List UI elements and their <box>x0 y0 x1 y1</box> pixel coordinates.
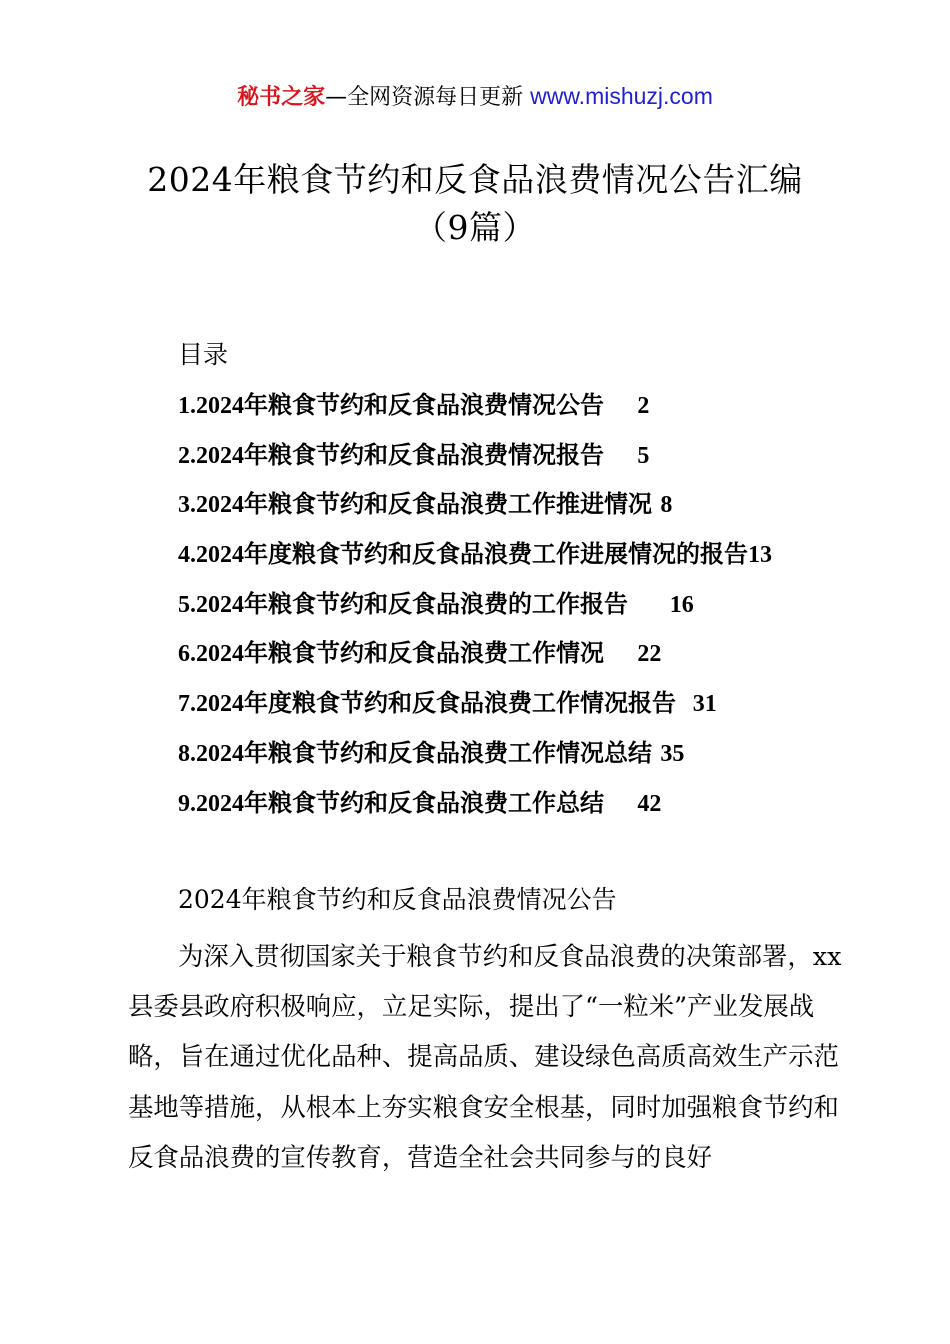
site-url-link[interactable]: www.mishuzj.com <box>530 83 713 109</box>
toc-item-title: 年度粮食节约和反食品浪费工作情况报告 <box>244 688 676 718</box>
toc-item-title: 年粮食节约和反食品浪费情况报告 <box>244 439 604 469</box>
toc-item-number: 2.2024 <box>178 442 244 469</box>
toc-item-page: 16 <box>669 591 694 618</box>
toc-item-page: 2 <box>637 393 650 419</box>
toc-item-number: 9.2024 <box>178 790 244 817</box>
toc-item-7[interactable] <box>178 685 772 735</box>
toc-item-spacer <box>604 440 637 469</box>
toc-item-number: 1.2024 <box>178 393 244 419</box>
toc-item-title: 年粮食节约和反食品浪费工作情况总结 <box>244 737 652 767</box>
toc-item-number: 6.2024 <box>178 641 244 668</box>
header-tagline: —全网资源每日更新 <box>325 85 531 110</box>
toc-item-number: 3.2024 <box>178 492 244 519</box>
toc-item-title: 年粮食节约和反食品浪费的工作报告 <box>244 588 628 618</box>
toc-item-number: 8.2024 <box>178 740 244 767</box>
toc-item-5[interactable] <box>178 586 772 636</box>
toc-item-spacer <box>604 788 637 817</box>
toc-item-9[interactable] <box>178 785 772 835</box>
body-paragraph: 为深入贯彻国家关于粮食节约和反食品浪费的决策部署，xx县委县政府积极响应，立足实际，提出了“一粒米”产业发展战略，旨在通过优化品种、提高品质、建设绿色高质高效生产示范基地等措施，从根本上夯实粮食安全根基，同时加强粮食节约和反食品浪费的宣传教育，营造全社会共同参与的良好 <box>128 941 842 1172</box>
toc-item-spacer <box>628 589 670 618</box>
toc-item-page: 42 <box>637 790 662 817</box>
toc-item-page: 35 <box>660 740 685 767</box>
toc-item-number: 4.2024 <box>178 542 244 569</box>
toc-item-spacer <box>604 638 637 667</box>
toc-item-page: 31 <box>692 691 717 718</box>
toc-item-page: 13 <box>748 542 772 569</box>
toc-item-title: 年粮食节约和反食品浪费工作情况 <box>244 638 604 668</box>
toc-item-page: 22 <box>637 641 662 668</box>
toc-item-page: 5 <box>637 442 650 469</box>
toc-item-1[interactable] <box>178 387 772 437</box>
toc-item-spacer <box>604 390 637 419</box>
toc-item-number: 5.2024 <box>178 591 244 618</box>
toc-heading: 目录 <box>178 340 229 369</box>
toc-item-number: 7.2024 <box>178 691 244 718</box>
section-title: 2024年粮食节约和反食品浪费情况公告 <box>178 885 617 914</box>
toc-item-6[interactable] <box>178 635 772 685</box>
toc-item-4[interactable] <box>178 536 772 586</box>
toc-item-page: 8 <box>660 492 673 519</box>
toc-item-8[interactable] <box>178 735 772 785</box>
toc-item-2[interactable] <box>178 437 772 487</box>
toc-item-title: 年粮食节约和反食品浪费情况公告 <box>244 390 604 419</box>
brand-name: 秘书之家 <box>237 85 326 110</box>
toc-item-title: 年度粮食节约和反食品浪费工作进展情况的报告 <box>244 539 748 569</box>
document-title <box>0 156 950 252</box>
toc-item-spacer <box>676 688 693 717</box>
toc-item-title: 年粮食节约和反食品浪费工作总结 <box>244 787 604 817</box>
table-of-contents <box>178 387 772 834</box>
toc-item-title: 年粮食节约和反食品浪费工作推进情况 <box>244 489 652 519</box>
page-header <box>0 80 950 114</box>
document-title-line1: 2024年粮食节约和反食品浪费情况公告汇编 <box>147 160 803 199</box>
document-title-line2: （9篇） <box>414 208 536 247</box>
toc-item-3[interactable] <box>178 486 772 536</box>
